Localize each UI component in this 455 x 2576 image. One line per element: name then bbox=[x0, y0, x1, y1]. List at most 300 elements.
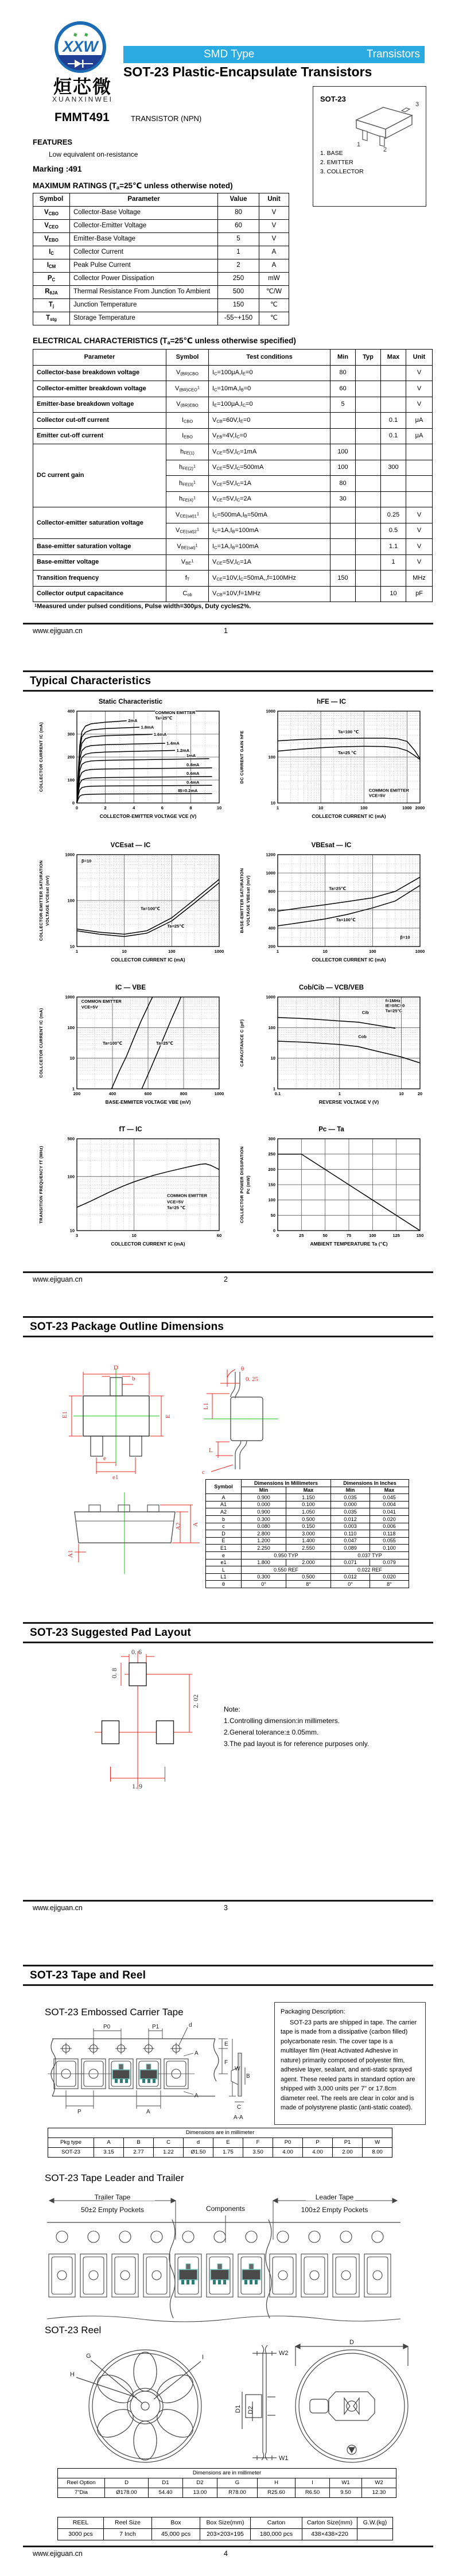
footnote: $^1$Measured under pulsed conditions, Pulse width=300μs, Duty cycle≤2%. bbox=[34, 603, 251, 610]
chart-vbesat-vs-ic bbox=[235, 841, 427, 981]
svg-text:500: 500 bbox=[67, 1136, 75, 1142]
svg-text:800: 800 bbox=[180, 1091, 188, 1096]
section-rule bbox=[23, 670, 433, 672]
cell: W1 bbox=[330, 2478, 362, 2488]
cell: 203×203×195 bbox=[200, 2529, 251, 2540]
packaging-body: SOT-23 parts are shipped in tape. The carrier tape is made from a dissipative (carbon filled) polycarbonate resin. The cover tape is a multilayer film (Heat Activated Adhesive in nature) primarily composed of polyester film, adhesive layer, sealant, and anti-static sprayed agent. These reeled parts in standard option are shipped with 3,000 units per 7" or 17.8cm diameter reel. The reels are clear in color and is made of polystyrene plastic (anti-static coated). bbox=[281, 2019, 417, 2111]
svg-text:REVERSE VOLTAGE V (V): REVERSE VOLTAGE V (V) bbox=[318, 1099, 379, 1105]
cell: 45,000 pcs bbox=[152, 2529, 200, 2540]
cell: A2 bbox=[206, 1508, 242, 1516]
cell: $V_{CE(sat)2}^1$ bbox=[166, 523, 209, 539]
cell bbox=[356, 460, 381, 476]
series-Cib bbox=[278, 1018, 395, 1029]
chart-annotation: VCE=5V bbox=[81, 1004, 98, 1010]
cell: Carton bbox=[251, 2517, 302, 2529]
chart-title: Static Characteristic bbox=[98, 699, 163, 705]
cell: 0.900 bbox=[242, 1508, 286, 1516]
svg-text:0. 6: 0. 6 bbox=[131, 1648, 142, 1656]
chart-svg bbox=[34, 707, 227, 828]
cell: Pkg type bbox=[48, 2138, 94, 2148]
svg-text:A: A bbox=[195, 2050, 199, 2057]
svg-text:1200: 1200 bbox=[266, 852, 275, 858]
packaging-description-box bbox=[274, 2002, 426, 2125]
svg-text:150: 150 bbox=[268, 1182, 275, 1188]
svg-text:1: 1 bbox=[72, 1086, 75, 1092]
cell: G bbox=[217, 2478, 258, 2488]
cell: P0 bbox=[273, 2138, 303, 2148]
svg-text:4: 4 bbox=[133, 805, 135, 810]
svg-text:8: 8 bbox=[189, 805, 192, 810]
cell: $V_{CB}=10V,f=1MHz$ bbox=[209, 586, 330, 602]
package-diagram-box bbox=[313, 86, 426, 207]
chart-title: fT — IC bbox=[119, 1126, 142, 1133]
cell: $R_{\theta JA}$ bbox=[33, 286, 70, 299]
cell: Collector Power Dissipation bbox=[70, 273, 218, 286]
svg-text:d: d bbox=[189, 2022, 192, 2028]
cell: 0.037 TYP bbox=[331, 1551, 409, 1559]
svg-text:25: 25 bbox=[299, 1233, 304, 1238]
chart-annotation: Ta=25℃ bbox=[167, 923, 185, 929]
cell: $V_{(BR)CBO}$ bbox=[166, 365, 209, 381]
svg-text:400: 400 bbox=[108, 1091, 116, 1096]
reel-drawing bbox=[50, 2337, 421, 2468]
section-rule bbox=[23, 1984, 433, 1986]
cell: Collector-emitter breakdown voltage bbox=[33, 381, 166, 397]
cell: Emitter cut-off current bbox=[33, 428, 166, 444]
tape-reel-heading: SOT-23 Tape and Reel bbox=[30, 1969, 146, 1981]
svg-text:A1: A1 bbox=[67, 1550, 74, 1558]
cell: 0° bbox=[242, 1581, 286, 1588]
svg-text:COLLECTOR CURRENT IC (mA): COLLECTOR CURRENT IC (mA) bbox=[111, 957, 185, 963]
cell: $V_{CEO}$ bbox=[33, 220, 70, 233]
cell: $P_C$ bbox=[33, 273, 70, 286]
svg-text:20: 20 bbox=[417, 1091, 423, 1096]
section-rule bbox=[23, 1642, 433, 1643]
svg-text:E1: E1 bbox=[61, 1411, 68, 1418]
svg-text:COLLECTOR-EMITTER VOLTAGE VC: COLLECTOR-EMITTER VOLTAGE VCE (V) bbox=[99, 813, 197, 819]
cell: ℃ bbox=[259, 299, 289, 312]
cell: 54.40 bbox=[149, 2488, 183, 2498]
chart-annotation: 1.4mA bbox=[166, 740, 180, 746]
series-IB=0.2mA bbox=[77, 794, 212, 803]
cell: $V_{BE}^1$ bbox=[166, 554, 209, 571]
cell: V bbox=[259, 233, 289, 246]
cell: 12.30 bbox=[362, 2488, 396, 2498]
cell: 0.118 bbox=[370, 1530, 409, 1538]
cell: 0.055 bbox=[370, 1537, 409, 1545]
svg-text:A-A: A-A bbox=[234, 2115, 243, 2121]
cell: $V_{CE}=5V,I_C=1A$ bbox=[209, 476, 330, 492]
cell bbox=[356, 397, 381, 413]
svg-text:10: 10 bbox=[216, 805, 222, 810]
footer-page-4: 4 bbox=[224, 2550, 228, 2558]
max-ratings-table bbox=[33, 193, 289, 325]
cell: L1 bbox=[206, 1573, 242, 1581]
chart-title: VCEsat — IC bbox=[110, 842, 151, 849]
cell: $I_{EBO}$ bbox=[166, 428, 209, 444]
note-3: 3.The pad layout is for reference purposes only. bbox=[224, 1740, 370, 1748]
svg-text:Components: Components bbox=[205, 2205, 246, 2213]
max-ratings-heading: MAXIMUM RATINGS ($T_a=25℃$ unless otherwise noted) bbox=[33, 181, 233, 191]
cell: 7"Dia bbox=[58, 2488, 105, 2498]
svg-text:1000: 1000 bbox=[415, 949, 425, 954]
svg-text:Trailer Tape: Trailer Tape bbox=[94, 2193, 131, 2201]
chart-capacitance-vs-voltage bbox=[235, 983, 427, 1124]
cell bbox=[381, 397, 406, 413]
cell: V bbox=[406, 554, 433, 571]
cell: $V_{CE}=5V,I_C=1mA$ bbox=[209, 444, 330, 460]
data-table bbox=[57, 2468, 396, 2498]
svg-text:e: e bbox=[103, 1455, 106, 1462]
cell: A bbox=[259, 246, 289, 259]
svg-text:1: 1 bbox=[357, 141, 361, 148]
cell: F bbox=[243, 2138, 273, 2148]
cell: $h_{FE(4)}^1$ bbox=[166, 491, 209, 507]
chart-annotation: COMMON EMITTER bbox=[368, 787, 409, 793]
cell bbox=[330, 539, 356, 555]
svg-text:2: 2 bbox=[383, 146, 387, 152]
cell bbox=[330, 554, 356, 571]
svg-text:Pc (mW): Pc (mW) bbox=[246, 1175, 251, 1194]
cell: 0° bbox=[331, 1581, 370, 1588]
svg-text:800: 800 bbox=[268, 889, 275, 894]
cell: R6.50 bbox=[295, 2488, 330, 2498]
cell bbox=[356, 586, 381, 602]
cell: 0.300 bbox=[242, 1515, 286, 1523]
svg-text:200: 200 bbox=[73, 1091, 81, 1096]
svg-text:1000: 1000 bbox=[266, 708, 275, 714]
cell: Symbol bbox=[206, 1480, 242, 1494]
chart-ft-vs-ic bbox=[34, 1125, 227, 1266]
svg-text:F: F bbox=[224, 2059, 228, 2066]
cell: 1 bbox=[218, 246, 259, 259]
chart-vcesat-vs-ic bbox=[34, 841, 227, 981]
cell: V bbox=[406, 365, 433, 381]
cell: 5 bbox=[218, 233, 259, 246]
svg-text:VOLTAGE VBEsat (mV): VOLTAGE VBEsat (mV) bbox=[246, 875, 251, 926]
cell bbox=[356, 365, 381, 381]
series-fT bbox=[77, 1164, 219, 1208]
svg-text:400: 400 bbox=[268, 925, 275, 931]
cell bbox=[356, 381, 381, 397]
cell: A bbox=[259, 259, 289, 273]
cell bbox=[381, 444, 406, 460]
banner bbox=[123, 46, 425, 63]
cell: $I_C=100\mu A,I_E=0$ bbox=[209, 365, 330, 381]
cell: $V_{CE}=5V,I_C=500mA$ bbox=[209, 460, 330, 476]
svg-text:50: 50 bbox=[270, 1212, 275, 1218]
svg-text:10: 10 bbox=[270, 1056, 275, 1061]
chart-annotation: 0.6mA bbox=[186, 771, 200, 777]
footer-site-2: www.ejiguan.cn bbox=[33, 1275, 83, 1283]
cell: mW bbox=[259, 273, 289, 286]
chart-svg bbox=[235, 707, 427, 828]
outline-top-view bbox=[57, 1361, 181, 1482]
chart-svg bbox=[235, 1134, 427, 1256]
cell: DC current gain bbox=[33, 444, 166, 507]
svg-text:2. 02: 2. 02 bbox=[192, 1694, 200, 1708]
cell bbox=[381, 491, 406, 507]
cell: 4.00 bbox=[303, 2148, 333, 2158]
cell: 80 bbox=[330, 365, 356, 381]
svg-text:0. 25: 0. 25 bbox=[246, 1376, 258, 1383]
svg-text:3: 3 bbox=[75, 1233, 79, 1238]
cell: 0.1 bbox=[381, 428, 406, 444]
svg-text:1. 9: 1. 9 bbox=[132, 1782, 142, 1790]
cell: Reel Option bbox=[58, 2478, 105, 2488]
cell bbox=[330, 586, 356, 602]
cell: c bbox=[206, 1523, 242, 1530]
svg-text:E: E bbox=[224, 2041, 228, 2047]
cell: 0.012 bbox=[331, 1573, 370, 1581]
chart-annotation: Ta=100℃ bbox=[102, 1040, 123, 1046]
svg-text:100: 100 bbox=[67, 1174, 75, 1180]
svg-text:50: 50 bbox=[322, 1233, 328, 1238]
cell: REEL bbox=[58, 2517, 104, 2529]
cell: 60 bbox=[218, 220, 259, 233]
package-label: SOT-23 bbox=[320, 95, 346, 103]
data-table bbox=[33, 193, 289, 325]
cell: 0.950 TYP bbox=[242, 1551, 331, 1559]
cell: 2.550 bbox=[286, 1545, 331, 1552]
cell: $V_{CB}=60V,I_E=0$ bbox=[209, 413, 330, 429]
cell: 80 bbox=[330, 476, 356, 492]
logo-latin-name: XUANXINWEI bbox=[52, 95, 113, 103]
cell: $I_C=1A,I_B=100mA$ bbox=[209, 523, 330, 539]
cell: MHz bbox=[406, 571, 433, 587]
svg-text:1: 1 bbox=[276, 805, 279, 810]
svg-text:1000: 1000 bbox=[214, 1091, 224, 1096]
chart-annotation: 1.6mA bbox=[153, 731, 167, 737]
chart-annotation: β=10 bbox=[400, 934, 410, 940]
footer-site-1: www.ejiguan.cn bbox=[33, 627, 83, 635]
svg-text:0.1: 0.1 bbox=[274, 1091, 281, 1096]
cell: Symbol bbox=[33, 193, 70, 207]
section-rule bbox=[23, 1622, 433, 1624]
cell: Collector cut-off current bbox=[33, 413, 166, 429]
svg-text:COLLECTOR POWER DISSIPATION: COLLECTOR POWER DISSIPATION bbox=[239, 1146, 244, 1223]
svg-text:COLLECTOR CURRENT IC (mA): COLLECTOR CURRENT IC (mA) bbox=[38, 722, 44, 792]
svg-text:125: 125 bbox=[392, 1233, 400, 1238]
chart-annotation: 2mA bbox=[128, 718, 138, 724]
svg-text:1000: 1000 bbox=[65, 852, 75, 858]
cell: Typ bbox=[356, 350, 381, 366]
cell: Thermal Resistance From Junction To Ambient bbox=[70, 286, 218, 299]
cell: $V_{EB}=4V,I_C=0$ bbox=[209, 428, 330, 444]
cell: 0.550 REF bbox=[242, 1566, 331, 1574]
svg-text:0: 0 bbox=[273, 1228, 275, 1233]
svg-text:60: 60 bbox=[216, 1233, 222, 1238]
svg-text:A: A bbox=[146, 2109, 150, 2115]
cell bbox=[330, 523, 356, 539]
cell: Min bbox=[331, 1487, 370, 1494]
svg-text:3: 3 bbox=[415, 101, 419, 108]
svg-text:D: D bbox=[114, 1364, 118, 1371]
cell: Storage Temperature bbox=[70, 312, 218, 325]
cell: $I_C$ bbox=[33, 246, 70, 259]
svg-text:A2: A2 bbox=[175, 1522, 182, 1530]
svg-text:1000: 1000 bbox=[402, 805, 412, 810]
cell: Collector-Base Voltage bbox=[70, 207, 218, 220]
cell: θ bbox=[206, 1581, 242, 1588]
cell: $f_T$ bbox=[166, 571, 209, 587]
svg-text:P1: P1 bbox=[152, 2024, 160, 2030]
cell: 100 bbox=[330, 460, 356, 476]
svg-text:1: 1 bbox=[276, 949, 279, 954]
svg-text:0. 8: 0. 8 bbox=[110, 1668, 118, 1678]
cell: 0.089 bbox=[331, 1545, 370, 1552]
cell: 0.035 bbox=[331, 1508, 370, 1516]
svg-text:100: 100 bbox=[168, 949, 176, 954]
svg-text:10: 10 bbox=[322, 949, 328, 954]
cell: Collector-base breakdown voltage bbox=[33, 365, 166, 381]
chart-svg bbox=[34, 992, 227, 1114]
svg-text:100: 100 bbox=[67, 898, 75, 903]
cell: Max bbox=[370, 1487, 409, 1494]
cell: Unit bbox=[406, 350, 433, 366]
leader-trailer-drawing bbox=[45, 2188, 403, 2323]
svg-text:P: P bbox=[77, 2109, 81, 2115]
chart-annotation: Ta=100 ℃ bbox=[338, 729, 359, 735]
chart-pc-vs-ta bbox=[235, 1125, 427, 1266]
chart-annotation: Ta=25°C bbox=[385, 1008, 402, 1014]
cell: V bbox=[406, 397, 433, 413]
cell: Reel Size bbox=[104, 2517, 152, 2529]
cell: I bbox=[295, 2478, 330, 2488]
cell: P1 bbox=[333, 2138, 363, 2148]
cell: W2 bbox=[362, 2478, 396, 2488]
reel-title: SOT-23 Reel bbox=[45, 2325, 102, 2336]
banner-right-label: Transistors bbox=[366, 48, 420, 60]
cell: V bbox=[406, 507, 433, 523]
cell: 0.041 bbox=[370, 1508, 409, 1516]
svg-text:10: 10 bbox=[69, 1056, 75, 1061]
cell bbox=[356, 571, 381, 587]
cell: 0.006 bbox=[370, 1523, 409, 1530]
cell bbox=[356, 444, 381, 460]
cell: Max bbox=[286, 1487, 331, 1494]
cell: Dimensions are in millimeter bbox=[58, 2469, 396, 2478]
packaging-title: Packaging Description: bbox=[281, 2008, 345, 2015]
cell: 0.022 REF bbox=[331, 1566, 409, 1574]
part-type: TRANSISTOR (NPN) bbox=[131, 114, 202, 123]
svg-text:DC CURRENT GAIN hFE: DC CURRENT GAIN hFE bbox=[239, 730, 244, 784]
svg-text:1: 1 bbox=[75, 949, 79, 954]
cell bbox=[406, 476, 433, 492]
chart-title: Pc — Ta bbox=[318, 1126, 344, 1133]
pin-2: 2. EMITTER bbox=[320, 159, 353, 166]
svg-text:H: H bbox=[70, 2371, 75, 2378]
chart-annotation: Cob bbox=[358, 1034, 367, 1039]
cell: Collector-emitter saturation voltage bbox=[33, 507, 166, 539]
banner-left-label: SMD Type bbox=[204, 48, 255, 60]
cell: P bbox=[303, 2138, 333, 2148]
svg-text:0: 0 bbox=[75, 805, 79, 810]
cell: Collector output capacitance bbox=[33, 586, 166, 602]
cell: 1.050 bbox=[286, 1508, 331, 1516]
cell: Dimensions In Millimeters bbox=[242, 1480, 331, 1487]
cell: ℃ bbox=[259, 312, 289, 325]
tape-dims-table bbox=[48, 2128, 392, 2158]
svg-text:100: 100 bbox=[268, 1197, 275, 1203]
chart-hfe-vs-ic bbox=[235, 697, 427, 838]
logo-cjk-name: 烜芯微 bbox=[53, 76, 112, 97]
section-rule bbox=[23, 1316, 433, 1318]
svg-text:W: W bbox=[235, 2066, 240, 2072]
cell: 3000 pcs bbox=[58, 2529, 104, 2540]
pin-1: 1. BASE bbox=[320, 150, 343, 157]
cell: 0.000 bbox=[331, 1501, 370, 1508]
cell: d bbox=[184, 2138, 213, 2148]
svg-text:E: E bbox=[165, 1414, 172, 1418]
cell: 0.1 bbox=[381, 413, 406, 429]
svg-text:300: 300 bbox=[67, 731, 75, 737]
leader-trailer-title: SOT-23 Tape Leader and Trailer bbox=[45, 2172, 184, 2183]
note-title: Note: bbox=[224, 1705, 240, 1713]
cell: H bbox=[258, 2478, 295, 2488]
svg-text:2000: 2000 bbox=[415, 805, 425, 810]
svg-text:BASE-EMITTER SATURATION: BASE-EMITTER SATURATION bbox=[239, 868, 244, 933]
cell: ℃/W bbox=[259, 286, 289, 299]
cell: 0.000 bbox=[242, 1501, 286, 1508]
reel-dims-table bbox=[57, 2468, 396, 2498]
cell: W bbox=[363, 2138, 392, 2148]
cell: 2.00 bbox=[333, 2148, 363, 2158]
svg-text:D2: D2 bbox=[247, 2406, 254, 2414]
cell: 5 bbox=[330, 397, 356, 413]
cell: A bbox=[206, 1494, 242, 1502]
note-2: 2.General tolerance:± 0.05mm. bbox=[224, 1728, 319, 1736]
cell: e bbox=[206, 1551, 242, 1559]
cell: $V_{BE(sat)}^1$ bbox=[166, 539, 209, 555]
cell: $I_{CM}$ bbox=[33, 259, 70, 273]
cell bbox=[356, 507, 381, 523]
chart-annotation: 1mA bbox=[186, 753, 196, 758]
cell: Collector-Emitter Voltage bbox=[70, 220, 218, 233]
cell: 2.800 bbox=[242, 1530, 286, 1538]
cell: 3.15 bbox=[94, 2148, 124, 2158]
cell: D2 bbox=[183, 2478, 217, 2488]
cell bbox=[381, 476, 406, 492]
cell bbox=[330, 428, 356, 444]
svg-text:COLLECTOR CURRENT IC (mA): COLLECTOR CURRENT IC (mA) bbox=[312, 957, 386, 963]
pad-layout-drawing bbox=[83, 1648, 209, 1792]
cell: Ø178.00 bbox=[105, 2488, 149, 2498]
cell: 100 bbox=[330, 444, 356, 460]
cell: Carton Size(mm) bbox=[302, 2517, 357, 2529]
outline-heading: SOT-23 Package Outline Dimensions bbox=[30, 1321, 224, 1333]
footer-site-3: www.ejiguan.cn bbox=[33, 1904, 83, 1912]
cell: Ø1.50 bbox=[184, 2148, 213, 2158]
packing-table bbox=[57, 2517, 393, 2540]
cell bbox=[356, 428, 381, 444]
svg-text:D: D bbox=[349, 2339, 354, 2346]
svg-text:P0: P0 bbox=[103, 2024, 111, 2030]
cell bbox=[406, 491, 433, 507]
cell: 150 bbox=[330, 571, 356, 587]
part-number: FMMT491 bbox=[55, 111, 110, 124]
cell: SOT-23 bbox=[48, 2148, 94, 2158]
cell: 0.003 bbox=[331, 1523, 370, 1530]
cell: 3.000 bbox=[286, 1530, 331, 1538]
chart-annotation: 0.4mA bbox=[186, 779, 200, 785]
cell: 2 bbox=[218, 259, 259, 273]
svg-text:10: 10 bbox=[318, 805, 324, 810]
svg-text:300: 300 bbox=[268, 1136, 275, 1142]
cell: 2.77 bbox=[124, 2148, 154, 2158]
chart-annotation: VCE=5V bbox=[368, 793, 386, 798]
svg-text:b: b bbox=[132, 1375, 135, 1382]
